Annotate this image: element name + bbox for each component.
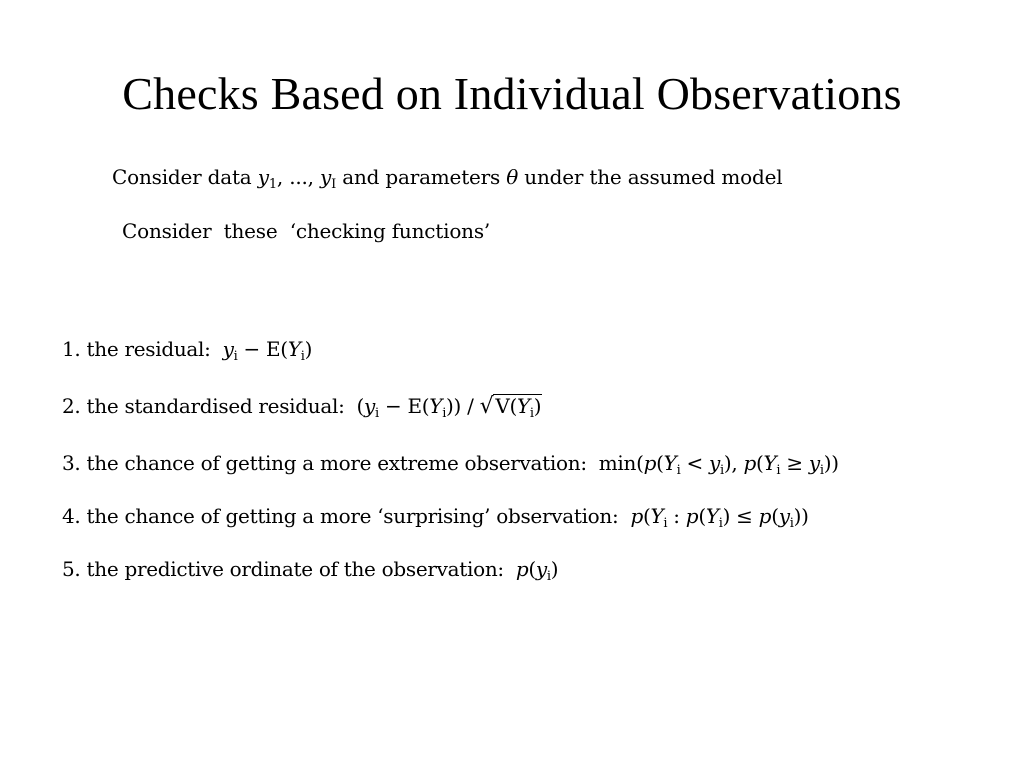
math-sub-i: i [529,406,534,421]
math-op: V( [495,394,517,418]
math-sub-i: i [663,516,668,531]
math-op: )) [823,451,839,475]
item-label: the residual: [86,337,211,361]
theta-symbol: θ [506,165,519,189]
math-op: − E( [237,337,288,361]
math-Y: Y [763,451,777,475]
ellipsis: , ..., [276,165,320,189]
sqrt-radicand [493,394,542,421]
slide-title: Checks Based on Individual Observations [122,68,902,119]
y1-subscript: 1 [268,177,277,192]
intro-line-data [112,164,782,190]
math-op: ) [533,394,542,418]
math-op: ) [304,337,313,361]
math-op: : [667,504,686,528]
math-op: ( [756,451,764,475]
math-p: p [758,504,772,528]
math-Y: Y [705,504,719,528]
math-y: y [535,557,547,581]
intro-and-parameters-text: and parameters [342,165,501,189]
intro-consider-data-text: Consider data [112,165,252,189]
item-label: the chance of getting a more extreme observation: [86,451,587,475]
math-op: ( [356,394,365,418]
ordinate-formula [515,557,559,584]
math-op: ( [528,557,536,581]
sqrt-sign: √ [479,394,494,419]
math-y: y [709,451,720,475]
math-sub-i: i [442,406,447,421]
yI-symbol: y [320,165,332,189]
list-item [62,503,809,529]
list-item [62,393,542,420]
math-op: min( [598,451,644,475]
math-op: ) ≤ [722,504,759,528]
math-op: ≥ [780,451,809,475]
intro-consider-text: Consider [122,219,212,243]
surprising-formula [630,504,809,531]
item-label: the predictive ordinate of the observation: [86,557,504,581]
math-sub-i: i [233,349,238,364]
item-number: 5. [62,557,81,581]
math-op: )) / [446,394,480,418]
math-Y: Y [663,451,677,475]
math-op: − E( [378,394,430,418]
math-op: ( [642,504,651,528]
math-op: ( [771,504,779,528]
intro-checking-functions-text: ‘checking functions’ [289,219,491,243]
item-number: 4. [62,504,81,528]
math-y: y [364,394,376,418]
math-sub-i: i [546,569,551,584]
math-sub-i: i [375,406,379,421]
math-p: p [643,451,657,475]
math-op: ( [698,504,706,528]
math-sub-i: i [776,463,781,478]
math-p: p [743,451,756,475]
item-number: 1. [62,337,81,361]
math-sub-i: i [300,349,305,364]
extreme-formula [598,451,839,478]
math-p: p [630,504,643,528]
math-Y: Y [429,394,443,418]
intro-under-model-text: under the assumed model [524,165,783,189]
math-sub-i: i [676,463,681,478]
list-item [62,556,558,582]
math-op: ( [656,451,664,475]
residual-formula [222,337,313,364]
list-item [62,450,839,476]
math-op: ) [550,557,559,581]
math-Y: Y [287,337,301,361]
math-op: ), [723,451,744,475]
math-op: )) [793,504,809,528]
item-label: the chance of getting a more ‘surprising’ observation: [86,504,619,528]
math-p: p [515,557,529,581]
math-sub-i: i [789,516,794,531]
math-op: < [680,451,709,475]
item-number: 2. [62,394,81,418]
math-sub-i: i [720,463,724,478]
math-y: y [808,451,820,475]
item-number: 3. [62,451,81,475]
data-symbols [257,165,337,192]
math-p: p [685,504,699,528]
list-item [62,336,312,362]
math-y: y [778,504,790,528]
math-Y: Y [516,394,530,418]
intro-line-checking [122,218,490,244]
standardised-formula [356,394,543,421]
intro-these-text: these [223,219,278,243]
yI-subscript: I [331,177,337,192]
math-y: y [222,337,234,361]
item-label: the standardised residual: [86,394,345,418]
math-sub-i: i [718,516,723,531]
math-sub-i: i [819,463,824,478]
math-Y: Y [650,504,664,528]
y1-symbol: y [257,165,269,189]
